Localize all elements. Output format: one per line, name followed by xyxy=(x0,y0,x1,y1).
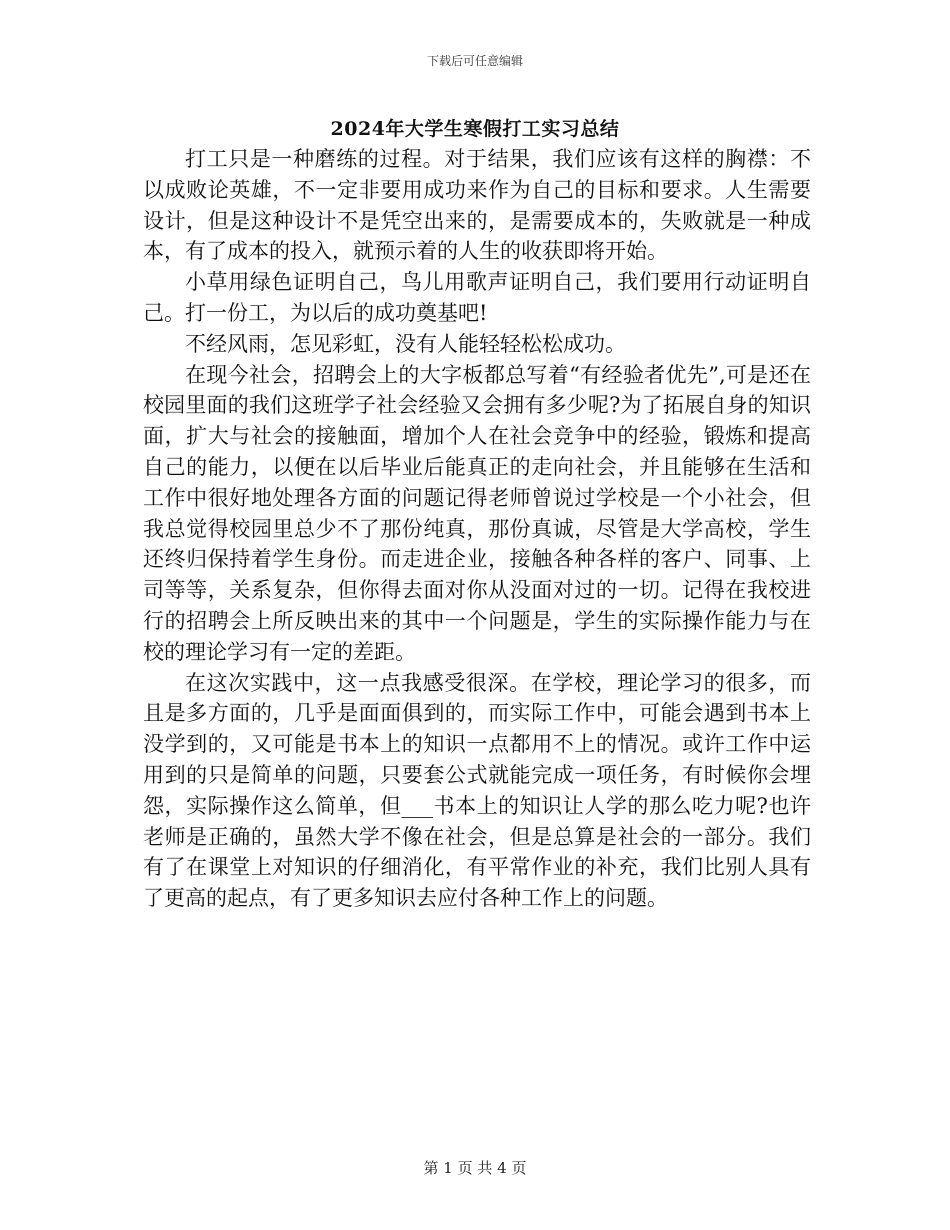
paragraph-3: 不经风雨，怎见彩虹，没有人能轻轻松松成功。 xyxy=(185,331,626,356)
document-title: 2024年大学生寒假打工实习总结 xyxy=(330,118,620,140)
paragraph-4: 在现今社会，招聘会上的大字板都总写着“有经验者优先”,可是还在校园里面的我们这班学子社会经验又会拥有多少呢?为了拓展自身的知识面，扩大与社会的接触面，增加个人在社会竞争中的经验，锻炼和提高自己的能力，以便在以后毕业后能真正的走向社会，并且能够在生活和工作中很好地处理各方面的问题记得老师曾说过学校是一个小社会，但我总觉得校园里总少不了那份纯真，那份真诚，尽管是大学高校，学生还终归保持着学生身份。而走进企业，接触各种各样的客户、同事、上司等等，关系复杂，但你得去面对你从没面对过的一切。记得在我校进行的招聘会上所反映出来的其中一个问题是，学生的实际操作能力与在校的理论学习有一定的差距。 xyxy=(143,362,811,664)
header-note: 下载后可任意编辑 xyxy=(426,54,523,68)
document-body xyxy=(143,144,811,914)
page-footer: 第 1 页 共 4 页 xyxy=(423,1159,527,1177)
paragraph-2: 小草用绿色证明自己，鸟儿用歌声证明自己，我们要用行动证明自己。打一份工，为以后的成功奠基吧! xyxy=(143,270,811,325)
paragraph-1: 打工只是一种磨练的过程。对于结果，我们应该有这样的胸襟：不以成败论英雄，不一定非要用成功来作为自己的目标和要求。人生需要设计，但是这种设计不是凭空出来的，是需要成本的，失败就是一种成本，有了成本的投入，就预示着的人生的收获即将开始。 xyxy=(143,147,811,264)
paragraph-5: 在这次实践中，这一点我感受很深。在学校，理论学习的很多，而且是多方面的，几乎是面面俱到的，而实际工作中，可能会遇到书本上没学到的，又可能是书本上的知识一点都用不上的情况。或许工作中运用到的只是简单的问题，只要套公式就能完成一项任务，有时候你会埋怨，实际操作这么简单，但___书本上的知识让人学的那么吃力呢?也许老师是正确的，虽然大学不像在社会，但是总算是社会的一部分。我们有了在课堂上对知识的仔细消化，有平常作业的补充，我们比别人具有了更高的起点，有了更多知识去应付各种工作上的问题。 xyxy=(143,670,811,911)
